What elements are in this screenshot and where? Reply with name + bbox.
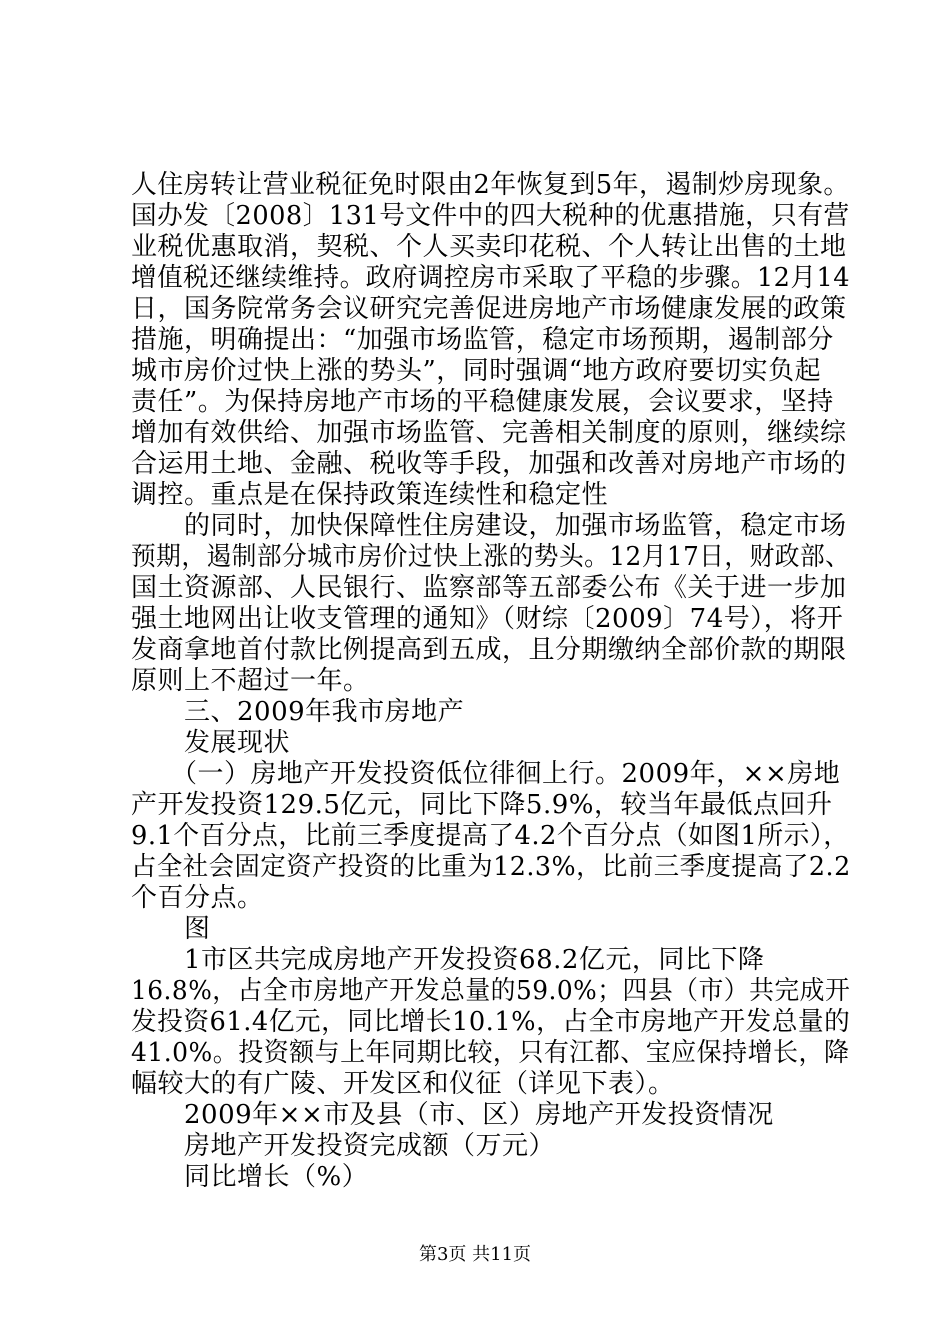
text-line: 人住房转让营业税征免时限由2年恢复到5年，遏制炒房现象。 [131, 170, 850, 200]
text-line: 城市房价过快上涨的势头”，同时强调“地方政府要切实负起 [131, 356, 822, 386]
table-title: 2009年××市及县（市、区）房地产开发投资情况 [131, 1100, 774, 1130]
text-line: 调控。重点是在保持政策连续性和稳定性 [131, 480, 609, 510]
text-line: 责任”。为保持房地产市场的平稳健康发展，会议要求，坚持 [131, 387, 834, 417]
text-line: 1市区共完成房地产开发投资68.2亿元，同比下降 [131, 945, 765, 975]
text-line: 16.8%，占全市房地产开发总量的59.0%；四县（市）共完成开 [131, 976, 851, 1006]
section-heading: 三、2009年我市房地产 [131, 697, 465, 727]
text-line: 的同时，加快保障性住房建设，加强市场监管，稳定市场 [131, 511, 847, 541]
table-header: 房地产开发投资完成额（万元） [131, 1131, 556, 1161]
text-line: 预期，遏制部分城市房价过快上涨的势头。12月17日，财政部、 [131, 542, 851, 572]
text-line: 幅较大的有广陵、开发区和仪征（详见下表）。 [131, 1069, 675, 1099]
table-header: 同比增长（%） [131, 1162, 369, 1192]
text-line: 国办发〔2008〕131号文件中的四大税种的优惠措施，只有营 [131, 201, 850, 231]
text-line: 国土资源部、人民银行、监察部等五部委公布《关于进一步加 [131, 573, 847, 603]
page-footer: 第3页 共11页 [418, 1244, 532, 1265]
text-line: 发商拿地首付款比例提高到五成，且分期缴纳全部价款的期限 [131, 635, 847, 665]
text-line: 占全社会固定资产投资的比重为12.3%，比前三季度提高了2.2 [131, 852, 851, 882]
text-line: 产开发投资129.5亿元，同比下降5.9%，较当年最低点回升 [131, 790, 833, 820]
text-line: 日，国务院常务会议研究完善促进房地产市场健康发展的政策 [131, 294, 847, 324]
text-line: 个百分点。 [131, 883, 264, 913]
text-line: 原则上不超过一年。 [131, 666, 370, 696]
text-line: 41.0%。投资额与上年同期比较，只有江都、宝应保持增长，降 [131, 1038, 850, 1068]
text-line: 合运用土地、金融、税收等手段，加强和改善对房地产市场的 [131, 449, 847, 479]
text-line: 9.1个百分点，比前三季度提高了4.2个百分点（如图1所示）， [131, 821, 850, 851]
text-line: 强土地网出让收支管理的通知》（财综〔2009〕74号），将开 [131, 604, 844, 634]
text-line: 业税优惠取消，契税、个人买卖印花税、个人转让出售的土地 [131, 232, 847, 262]
text-line: 措施，明确提出：“加强市场监管，稳定市场预期，遏制部分 [131, 325, 834, 355]
section-heading: 发展现状 [131, 728, 291, 758]
text-line: 增值税还继续维持。政府调控房市采取了平稳的步骤。12月14 [131, 263, 850, 293]
figure-label: 图 [131, 914, 211, 944]
text-line: 发投资61.4亿元，同比增长10.1%，占全市房地产开发总量的 [131, 1007, 851, 1037]
text-line: 增加有效供给、加强市场监管、完善相关制度的原则，继续综 [131, 418, 847, 448]
text-line: （一）房地产开发投资低位徘徊上行。2009年，××房地 [131, 759, 841, 789]
